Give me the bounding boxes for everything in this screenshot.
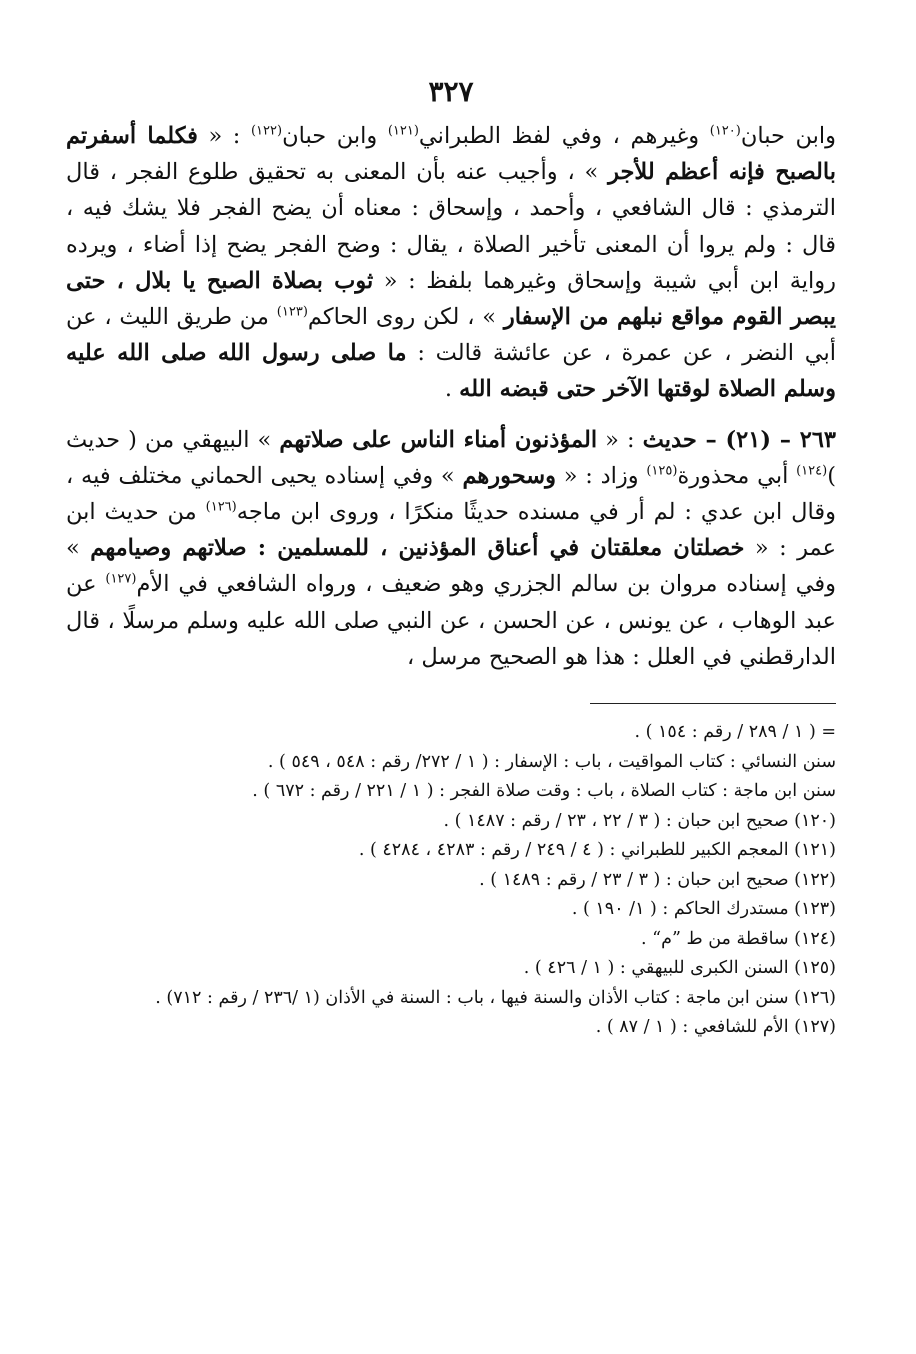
footnote-nasai: سنن النسائي : كتاب المواقيت ، باب : الإسفار : ( ١ / ٢٧٢/ رقم : ٥٤٨ ، ٥٤٩ ) .: [267, 751, 836, 772]
footnote-ref: (١٢٧): [105, 571, 137, 587]
text-run: أبي محذورة: [677, 462, 797, 489]
text-run: من طريق الليث ، عن أبي النضر ، عن عمرة ، عن عائشة قالت :: [66, 304, 836, 367]
paragraph-1: [66, 118, 836, 408]
text-run: من حديث ابن عمر : «: [66, 499, 836, 562]
text-run: : «: [597, 426, 643, 453]
footnote-continuation: = ( ١ / ٢٨٩ / رقم : ١٥٤ ) .: [634, 722, 836, 743]
footnote-ref: (١٢٦): [205, 499, 237, 515]
bold-text: فكلما أسفرتم بالصبح فإنه أعظم للأجر: [66, 123, 836, 186]
footnote-ref: (١٢١): [387, 123, 419, 139]
footnote-ref: (١٢٠): [709, 123, 741, 139]
footnote-ref: (١٢٣): [276, 304, 308, 320]
paragraph-2-hadith-263: [66, 422, 836, 675]
footnote-ref: (١٢٢): [250, 123, 283, 139]
footnote-ref: (١٢٥): [646, 463, 678, 479]
footnote-separator: [590, 703, 836, 704]
text-run: » ، لكن روى الحاكم: [307, 304, 504, 331]
bold-text: وسحورهم: [462, 462, 557, 489]
footnotes: [66, 718, 836, 1043]
book-page: [66, 72, 836, 1043]
bold-text: خصلتان معلقتان في أعناق المؤذنين ، للمسلمين : صلاتهم وصيامهم: [90, 535, 745, 562]
text-run: وزاد : «: [556, 462, 647, 489]
page-number: ٣٢٧: [428, 75, 474, 108]
bold-text: ٢٦٣ – (٢١) – حديث: [642, 426, 836, 453]
text-run: » وفي إسناده مروان بن سالم الجزري وهو ضعيف ، ورواه الشافعي في الأم: [66, 535, 836, 598]
text-run: عن عبد الوهاب ، عن يونس ، عن الحسن ، عن النبي صلى الله عليه وسلم مرسلًا ، قال الدارقطني في العلل : هذا هو الصحيح مرسل ،: [66, 571, 836, 670]
footnote-125: (١٢٥) السنن الكبرى للبيهقي : ( ١ / ٤٢٦ ) .: [523, 958, 836, 979]
footnote-124: (١٢٤) ساقطة من ط ”م“ .: [641, 928, 836, 949]
text-run: : «: [197, 123, 251, 149]
text-run: » البيهقي من ( حديث ): [66, 426, 836, 489]
bold-text: ما صلى رسول الله صلى الله عليه وسلم الصلاة لوقتها الآخر حتى قبضه الله: [66, 340, 836, 403]
footnote-120: (١٢٠) صحيح ابن حبان : ( ٣ / ٢٢ ، ٢٣ / رقم : ١٤٨٧ ) .: [443, 810, 836, 831]
text-run: وابن حبان: [740, 123, 837, 149]
text-run: .: [444, 376, 460, 403]
bold-text: المؤذنون أمناء الناس على صلاتهم: [279, 426, 598, 453]
text-run: وغيرهم ، وفي لفظ الطبراني: [418, 123, 710, 149]
bold-text: ثوب بصلاة الصبح يا بلال ، حتى يبصر القوم مواقع نبلهم من الإسفار: [66, 267, 836, 331]
footnote-123: (١٢٣) مستدرك الحاكم : ( ١/ ١٩٠ ) .: [571, 899, 836, 920]
footnote-121: (١٢١) المعجم الكبير للطبراني : ( ٤ / ٢٤٩ / رقم : ٤٢٨٣ ، ٤٢٨٤ ) .: [358, 840, 836, 861]
footnote-127: (١٢٧) الأم للشافعي : ( ١ / ٨٧ ) .: [595, 1017, 836, 1038]
text-run: » وفي إسناده يحيى الحماني مختلف فيه ، وقال ابن عدي : لم أر في مسنده حديثًا منكرًا ، وروى ابن ماجه: [66, 462, 837, 526]
footnote-ref: (١٢٤): [796, 463, 828, 479]
footnote-122: (١٢٢) صحيح ابن حبان : ( ٣ / ٢٣ / رقم : ١٤٨٩ ) .: [479, 869, 836, 890]
text-run: » ، وأجيب عنه بأن المعنى به تحقيق طلوع الفجر ، قال الترمذي : قال الشافعي ، وأحمد ، وإسحاق : معناه أن يضح الفجر فلا يشك فيه ، قال : ولم يروا أن المعنى تأخير الصلاة ، يقال : وضح الفجر يضح إذا أضاء ، ويرده رواية ابن أبي شيبة وإسحاق وغيرهما بلفظ : «: [66, 159, 836, 294]
text-run: وابن حبان: [282, 123, 388, 149]
footnote-ibn-majah: سنن ابن ماجة : كتاب الصلاة ، باب : وقت صلاة الفجر : ( ١ / ٢٢١ / رقم : ٦٧٢ ) .: [252, 781, 836, 802]
footnote-126: (١٢٦) سنن ابن ماجة : كتاب الأذان والسنة فيها ، باب : السنة في الأذان (١ /٢٣٦ / رقم : ٧١٢) .: [155, 987, 836, 1008]
